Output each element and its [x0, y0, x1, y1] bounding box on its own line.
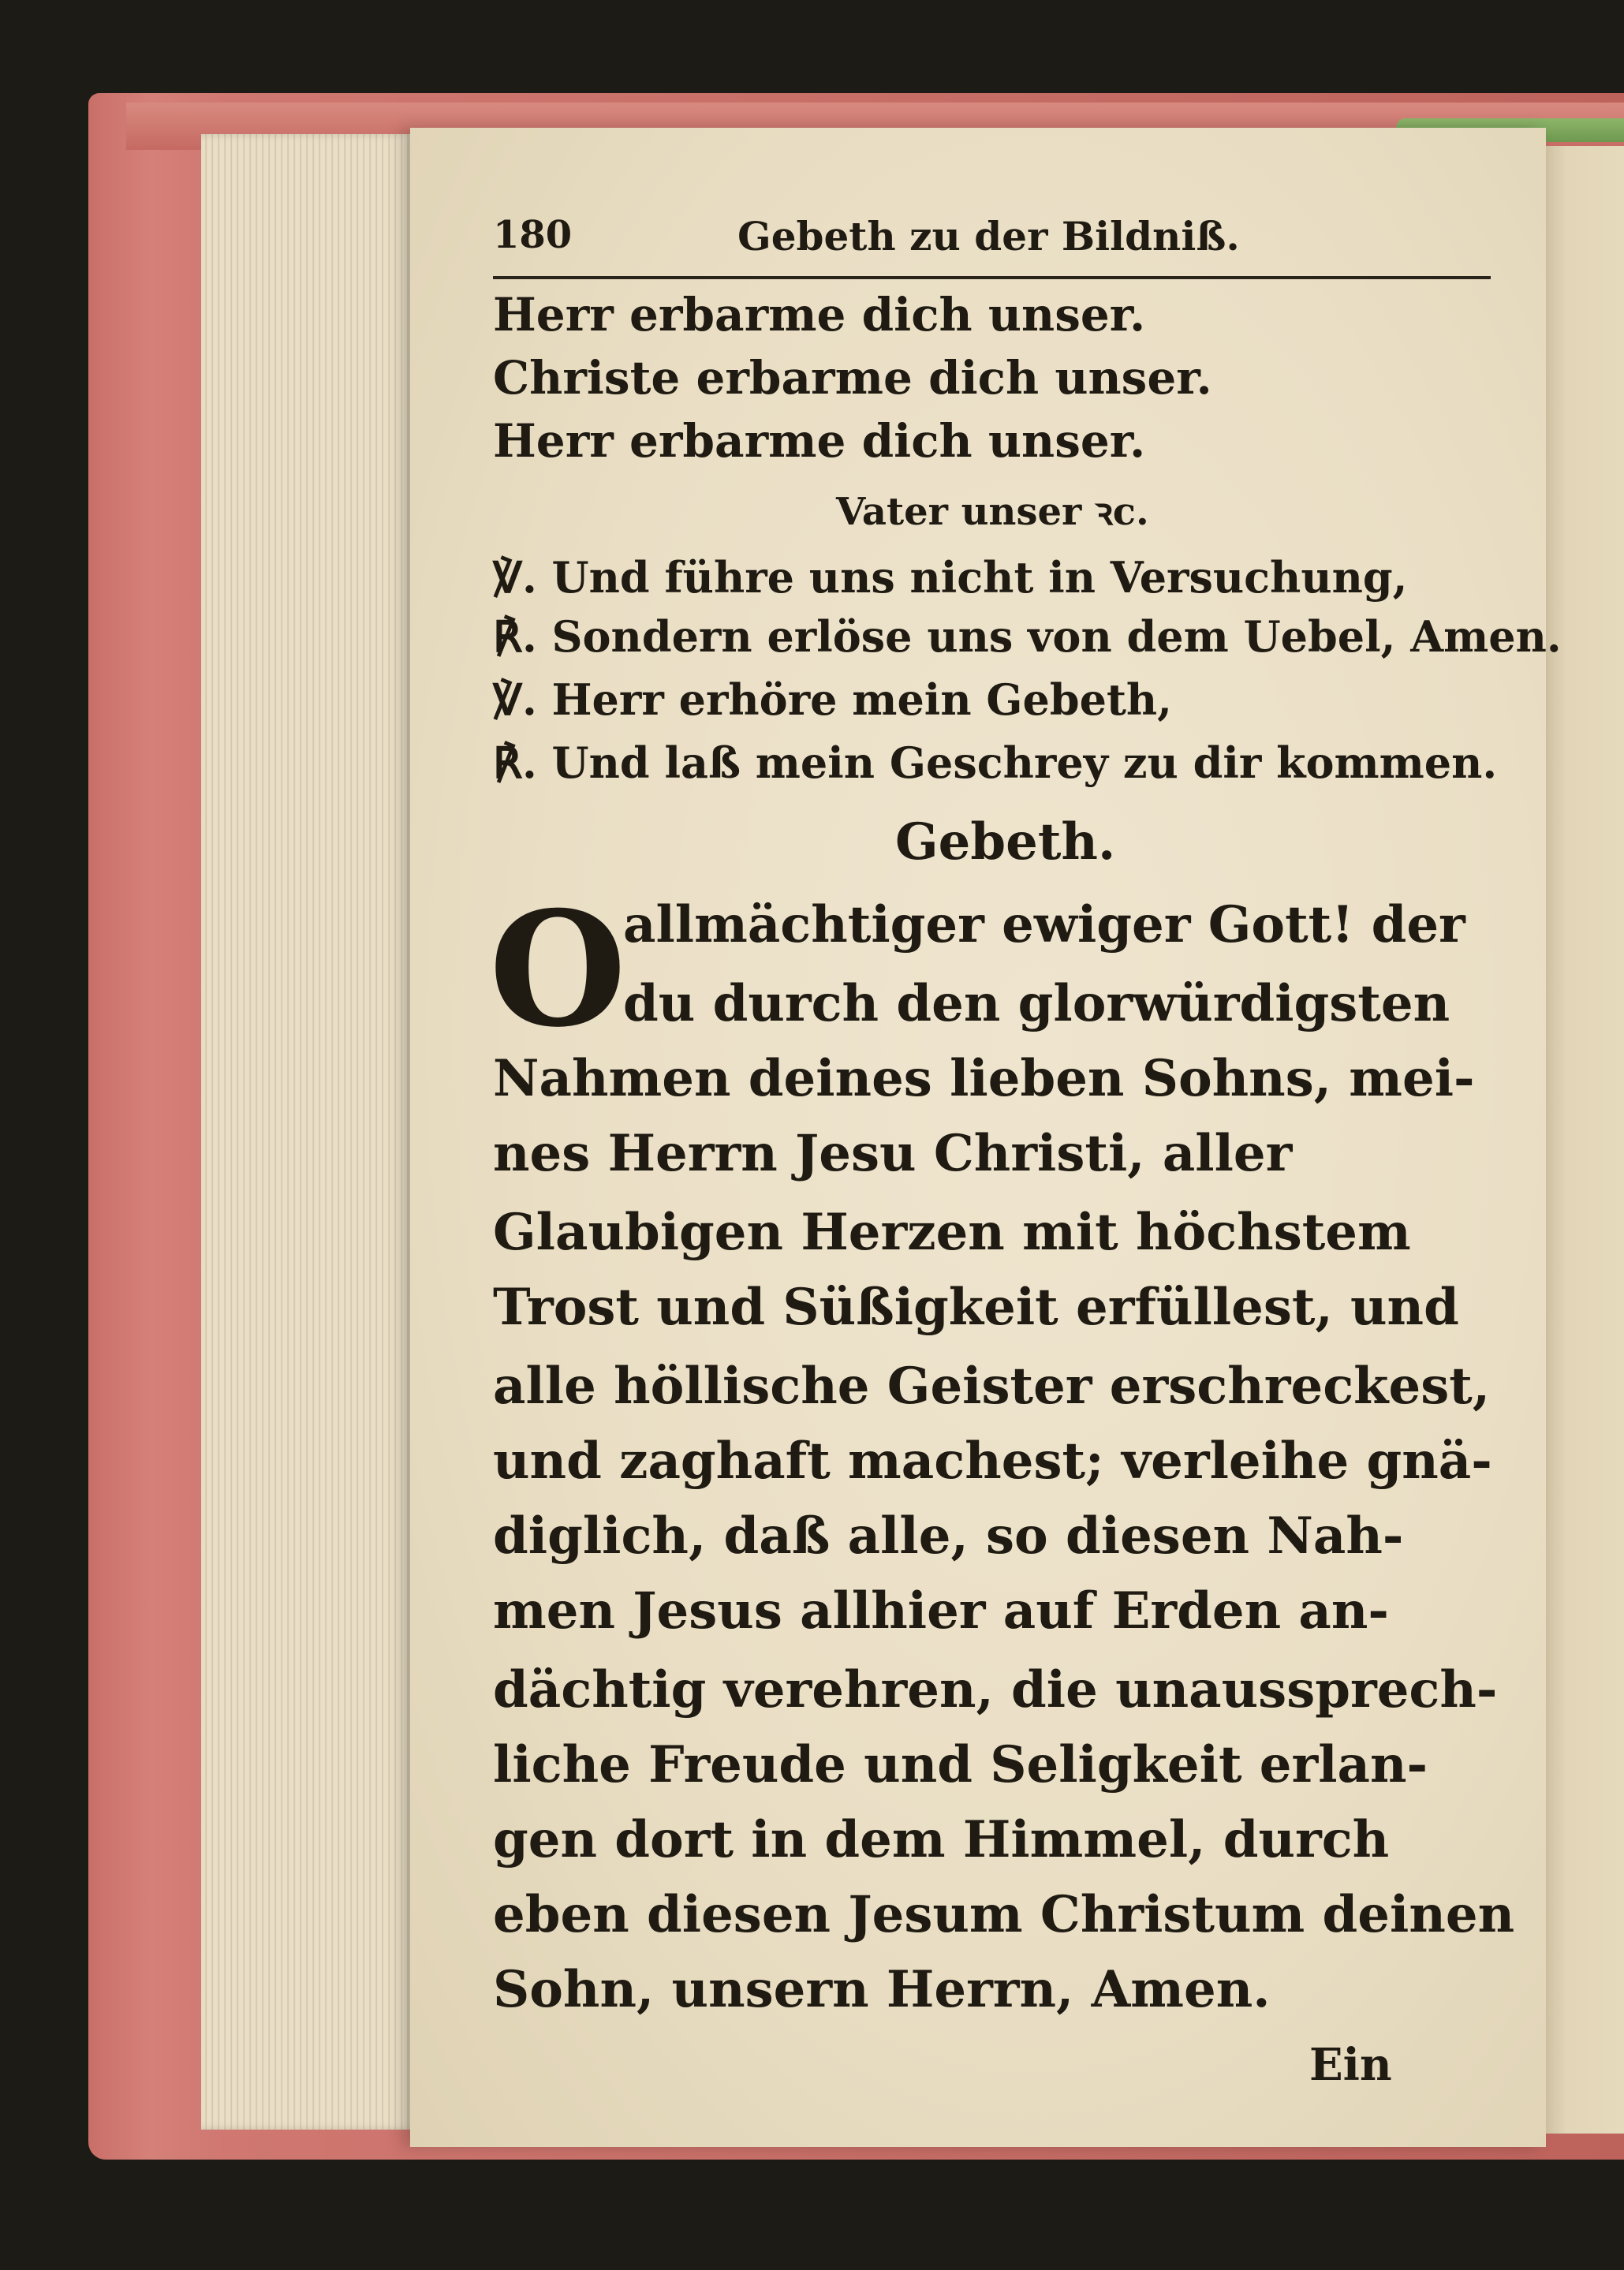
versicle-1: ℣. Und führe uns nicht in Versuchung, [493, 552, 1408, 603]
pater-noster-line: Vater unser ꝛc. [836, 490, 1149, 534]
catchword: Ein [1309, 2039, 1392, 2091]
prayer-line: gen dort in dem Himmel, durch [493, 1810, 1390, 1869]
prayer-line: du durch den glorwürdigsten [623, 974, 1450, 1033]
header-rule [493, 276, 1491, 279]
response-2: ℟. Und laß mein Geschrey zu dir kommen. [493, 737, 1498, 788]
prayer-line: dächtig verehren, die unaussprech- [493, 1660, 1498, 1719]
litany-line-3: Herr erbarme dich unser. [493, 414, 1146, 468]
prayer-line: diglich, daß alle, so diesen Nah- [493, 1506, 1404, 1566]
prayer-heading: Gebeth. [895, 812, 1116, 872]
versicle-2: ℣. Herr erhöre mein Gebeth, [493, 674, 1172, 725]
prayer-line: nes Herrn Jesu Christi, aller [493, 1124, 1293, 1183]
prayer-line: und zaghaft machest; verleihe gnä- [493, 1432, 1492, 1491]
drop-cap: O [489, 877, 627, 1062]
prayer-line: Trost und Süßigkeit erfüllest, und [493, 1278, 1459, 1337]
page-edges [201, 134, 414, 2130]
prayer-line: allmächtiger ewiger Gott! der [623, 895, 1465, 954]
page-header [493, 213, 1491, 268]
prayer-line: Nahmen deines lieben Sohns, mei- [493, 1049, 1475, 1108]
page-number: 180 [493, 213, 573, 257]
prayer-line: Sohn, unsern Herrn, Amen. [493, 1960, 1271, 2019]
litany-line-2: Christe erbarme dich unser. [493, 351, 1212, 405]
response-1: ℟. Sondern erlöse uns von dem Uebel, Amen. [493, 611, 1562, 662]
prayer-line: Glaubigen Herzen mit höchstem [493, 1203, 1411, 1262]
litany-line-1: Herr erbarme dich unser. [493, 288, 1146, 342]
prayer-line: liche Freude und Seligkeit erlan- [493, 1735, 1428, 1794]
facing-page-edge [1542, 146, 1624, 2134]
prayer-line: alle höllische Geister erschreckest, [493, 1357, 1491, 1416]
prayer-line: eben diesen Jesum Christum deinen [493, 1885, 1515, 1944]
running-head: Gebeth zu der Bildniß. [737, 213, 1240, 259]
prayer-line: men Jesus allhier auf Erden an- [493, 1581, 1389, 1641]
